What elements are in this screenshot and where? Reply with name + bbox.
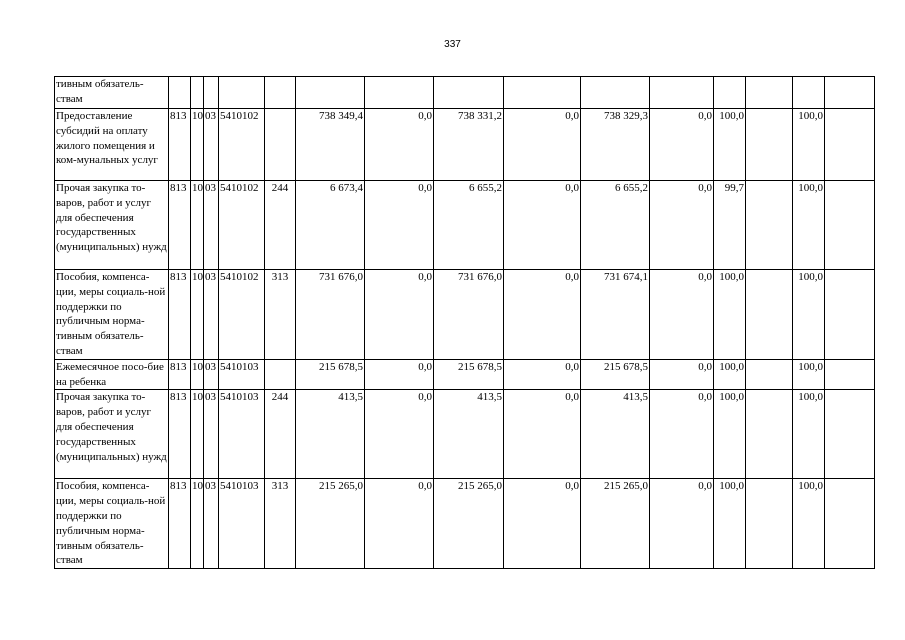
value-cell-3: 215 678,5: [434, 359, 504, 390]
percent-cell-1: 100,0: [714, 270, 746, 360]
percent-cell-3: 100,0: [793, 390, 825, 479]
value-cell-3: 413,5: [434, 390, 504, 479]
percent-cell-2: [746, 390, 793, 479]
section-code-cell: 10: [191, 181, 204, 270]
ministry-code-cell: 813: [169, 359, 191, 390]
expense-type-cell: 313: [265, 479, 296, 569]
value-cell-1: 215 678,5: [296, 359, 365, 390]
value-cell-6: 0,0: [650, 359, 714, 390]
subsection-code-cell: 03: [204, 109, 219, 181]
value-cell-2: 0,0: [365, 479, 434, 569]
percent-cell-2: [746, 479, 793, 569]
table-row: [55, 270, 875, 360]
percent-cell-1: 100,0: [714, 479, 746, 569]
value-cell-3: [434, 77, 504, 109]
value-cell-3: 731 676,0: [434, 270, 504, 360]
subsection-code-cell: 03: [204, 479, 219, 569]
expense-type-cell: [265, 77, 296, 109]
percent-cell-4: [825, 479, 875, 569]
ministry-code-cell: 813: [169, 390, 191, 479]
value-cell-6: 0,0: [650, 109, 714, 181]
target-code-cell: [219, 77, 265, 109]
value-cell-5: 413,5: [581, 390, 650, 479]
value-cell-5: [581, 77, 650, 109]
target-code-cell: 5410103: [219, 359, 265, 390]
value-cell-2: 0,0: [365, 390, 434, 479]
percent-cell-1: 100,0: [714, 359, 746, 390]
table-row: [55, 109, 875, 181]
row-name-cell: Ежемесячное посо-бие на ребенка: [55, 359, 169, 390]
percent-cell-3: [793, 77, 825, 109]
value-cell-4: [504, 77, 581, 109]
value-cell-2: [365, 77, 434, 109]
value-cell-5: 738 329,3: [581, 109, 650, 181]
table-row: [55, 390, 875, 479]
section-code-cell: 10: [191, 109, 204, 181]
percent-cell-4: [825, 359, 875, 390]
target-code-cell: 5410102: [219, 270, 265, 360]
table-row: [55, 77, 875, 109]
ministry-code-cell: [169, 77, 191, 109]
percent-cell-2: [746, 181, 793, 270]
value-cell-1: 738 349,4: [296, 109, 365, 181]
target-code-cell: 5410102: [219, 181, 265, 270]
value-cell-1: 215 265,0: [296, 479, 365, 569]
target-code-cell: 5410102: [219, 109, 265, 181]
ministry-code-cell: 813: [169, 479, 191, 569]
value-cell-4: 0,0: [504, 390, 581, 479]
value-cell-6: 0,0: [650, 181, 714, 270]
percent-cell-2: [746, 109, 793, 181]
value-cell-1: 413,5: [296, 390, 365, 479]
percent-cell-2: [746, 77, 793, 109]
value-cell-5: 731 674,1: [581, 270, 650, 360]
value-cell-2: 0,0: [365, 359, 434, 390]
percent-cell-4: [825, 181, 875, 270]
percent-cell-3: 100,0: [793, 109, 825, 181]
value-cell-2: 0,0: [365, 270, 434, 360]
value-cell-4: 0,0: [504, 109, 581, 181]
section-code-cell: 10: [191, 270, 204, 360]
row-name-cell: Прочая закупка то-варов, работ и услуг для обеспечения государственных (муниципальных) нужд: [55, 390, 169, 479]
percent-cell-1: 100,0: [714, 109, 746, 181]
percent-cell-4: [825, 109, 875, 181]
percent-cell-3: 100,0: [793, 270, 825, 360]
table-row: [55, 181, 875, 270]
value-cell-1: 6 673,4: [296, 181, 365, 270]
section-code-cell: 10: [191, 479, 204, 569]
value-cell-6: 0,0: [650, 270, 714, 360]
expense-type-cell: 244: [265, 181, 296, 270]
value-cell-4: 0,0: [504, 359, 581, 390]
row-name-cell: Предоставление субсидий на оплату жилого помещения и ком-мунальных услуг: [55, 109, 169, 181]
percent-cell-4: [825, 390, 875, 479]
subsection-code-cell: 03: [204, 270, 219, 360]
value-cell-5: 6 655,2: [581, 181, 650, 270]
percent-cell-4: [825, 270, 875, 360]
table-row: [55, 359, 875, 390]
value-cell-6: 0,0: [650, 479, 714, 569]
table-row: [55, 479, 875, 569]
expense-type-cell: [265, 109, 296, 181]
percent-cell-2: [746, 270, 793, 360]
row-name-cell: тивным обязатель- ствам: [55, 77, 169, 109]
ministry-code-cell: 813: [169, 270, 191, 360]
section-code-cell: 10: [191, 359, 204, 390]
page-number: 337: [444, 39, 461, 50]
ministry-code-cell: 813: [169, 181, 191, 270]
value-cell-3: 738 331,2: [434, 109, 504, 181]
table-body: [55, 77, 875, 569]
target-code-cell: 5410103: [219, 390, 265, 479]
row-name-cell: Пособия, компенса-ции, меры социаль-ной поддержки по публичным норма-тивным обязатель-ствам: [55, 270, 169, 360]
value-cell-2: 0,0: [365, 109, 434, 181]
subsection-code-cell: 03: [204, 181, 219, 270]
percent-cell-3: 100,0: [793, 359, 825, 390]
percent-cell-1: [714, 77, 746, 109]
value-cell-5: 215 678,5: [581, 359, 650, 390]
budget-table: [54, 76, 875, 569]
section-code-cell: [191, 77, 204, 109]
value-cell-3: 215 265,0: [434, 479, 504, 569]
value-cell-4: 0,0: [504, 270, 581, 360]
section-code-cell: 10: [191, 390, 204, 479]
subsection-code-cell: 03: [204, 359, 219, 390]
percent-cell-1: 99,7: [714, 181, 746, 270]
value-cell-6: [650, 77, 714, 109]
value-cell-5: 215 265,0: [581, 479, 650, 569]
percent-cell-1: 100,0: [714, 390, 746, 479]
percent-cell-4: [825, 77, 875, 109]
expense-type-cell: [265, 359, 296, 390]
value-cell-3: 6 655,2: [434, 181, 504, 270]
percent-cell-3: 100,0: [793, 181, 825, 270]
value-cell-1: 731 676,0: [296, 270, 365, 360]
subsection-code-cell: 03: [204, 390, 219, 479]
row-name-cell: Пособия, компенса-ции, меры социаль-ной поддержки по публичным норма-тивным обязатель-ствам: [55, 479, 169, 569]
row-name-cell: Прочая закупка то-варов, работ и услуг для обеспечения государственных (муниципальных) нужд: [55, 181, 169, 270]
expense-type-cell: 313: [265, 270, 296, 360]
expense-type-cell: 244: [265, 390, 296, 479]
value-cell-4: 0,0: [504, 479, 581, 569]
subsection-code-cell: [204, 77, 219, 109]
ministry-code-cell: 813: [169, 109, 191, 181]
value-cell-1: [296, 77, 365, 109]
target-code-cell: 5410103: [219, 479, 265, 569]
value-cell-2: 0,0: [365, 181, 434, 270]
value-cell-4: 0,0: [504, 181, 581, 270]
percent-cell-2: [746, 359, 793, 390]
value-cell-6: 0,0: [650, 390, 714, 479]
percent-cell-3: 100,0: [793, 479, 825, 569]
